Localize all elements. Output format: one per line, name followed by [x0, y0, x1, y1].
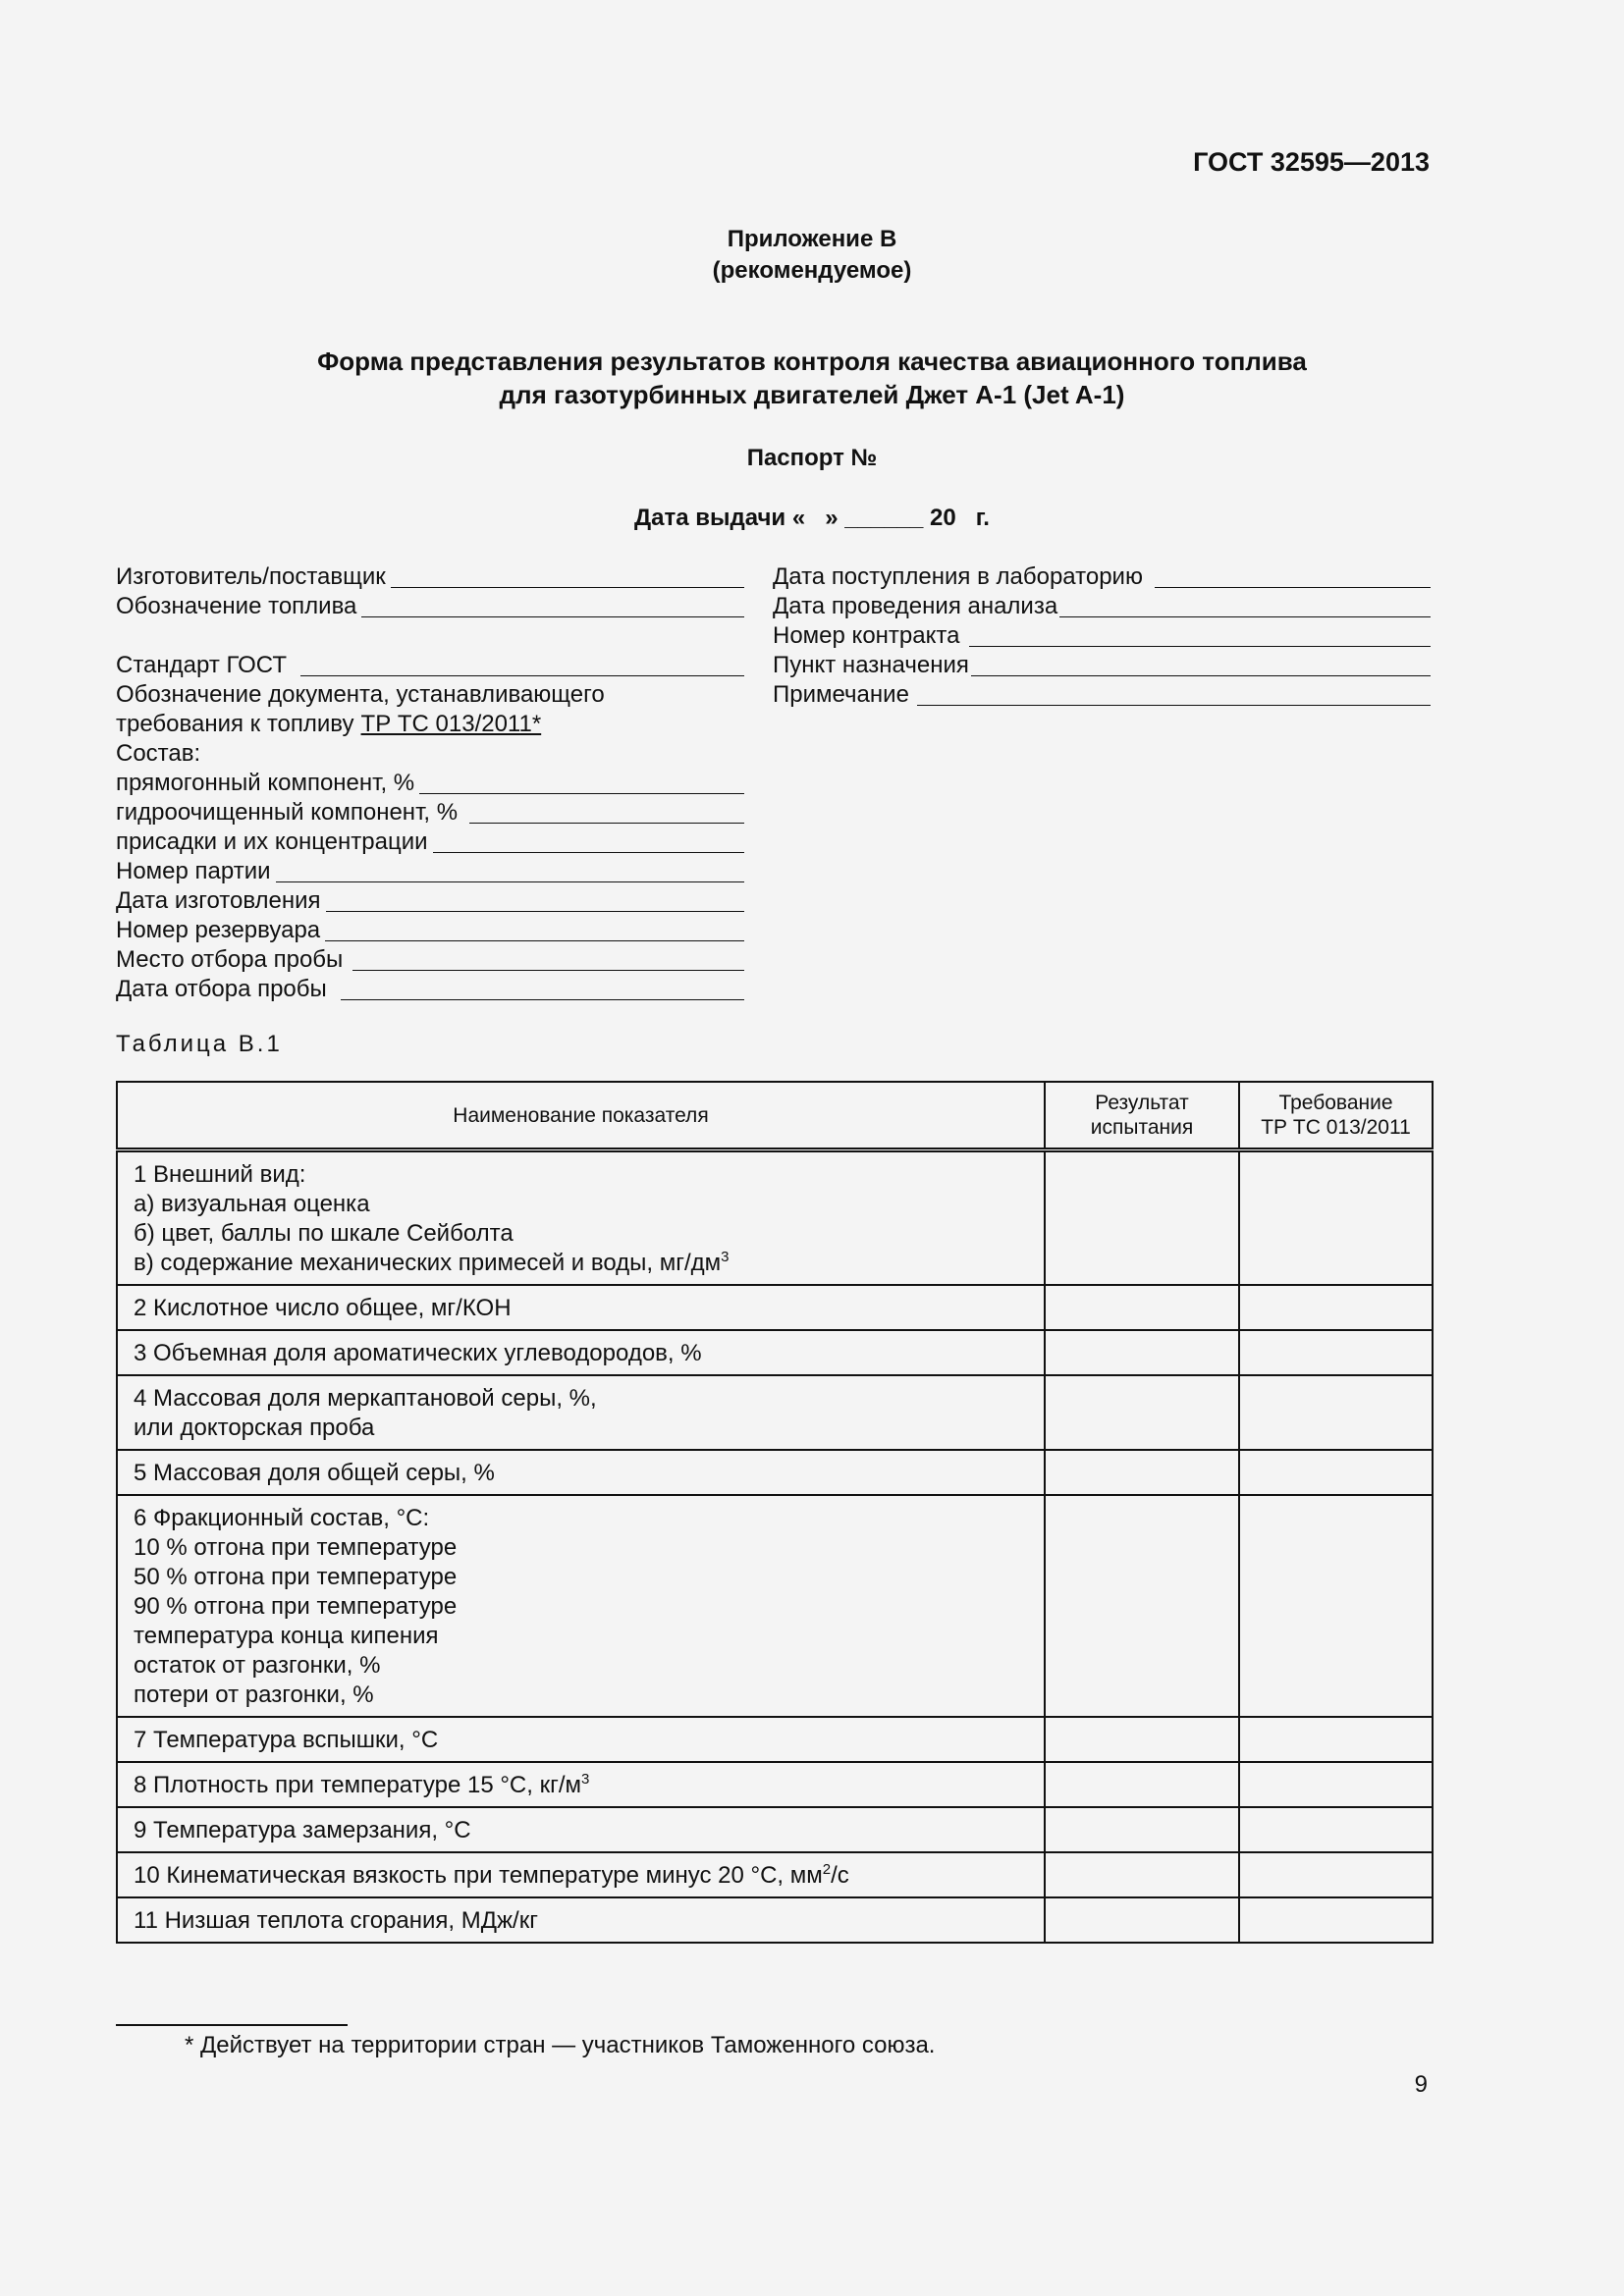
indicator-line-text: в) содержание механических примесей и воды, мг/дм	[134, 1250, 722, 1276]
sampling-date-label: Дата отбора пробы	[116, 976, 327, 1002]
indicator-line-text: 1 Внешний вид:	[134, 1161, 306, 1188]
indicator-line-text: 11 Низшая теплота сгорания, МДж/кг	[134, 1907, 538, 1934]
indicator-line-text: 9 Температура замерзания, °С	[134, 1817, 471, 1843]
issue-date-prefix: Дата выдачи «	[634, 505, 806, 531]
contract-number-field[interactable]	[773, 621, 1431, 651]
test-result-cell[interactable]	[1045, 1495, 1239, 1717]
indicator-line-text: 4 Массовая доля меркаптановой серы, %,	[134, 1385, 597, 1412]
indicator-line	[134, 1622, 1028, 1651]
requirement-cell[interactable]	[1239, 1807, 1433, 1852]
contract-number-label: Номер контракта	[773, 622, 960, 649]
requirement-cell[interactable]	[1239, 1375, 1433, 1450]
destination-field[interactable]	[773, 651, 1431, 680]
indicator-line	[134, 1249, 1028, 1278]
indicator-name-cell	[117, 1375, 1045, 1450]
lab-receipt-date-label: Дата поступления в лабораторию	[773, 563, 1143, 590]
header-test-result	[1045, 1082, 1239, 1150]
indicator-line-text: или докторская проба	[134, 1415, 375, 1441]
table-row	[117, 1285, 1433, 1330]
requirement-cell[interactable]	[1239, 1852, 1433, 1897]
passport-label: Паспорт №	[746, 445, 878, 471]
indicator-line-text: 6 Фракционный состав, °С:	[134, 1505, 430, 1531]
indicator-line	[134, 1726, 1028, 1755]
document-label-line2: требования к топливу	[116, 711, 354, 737]
indicator-line	[134, 1533, 1028, 1563]
additives-field[interactable]	[116, 828, 744, 857]
test-result-cell[interactable]	[1045, 1285, 1239, 1330]
note-label: Примечание	[773, 681, 909, 708]
indicator-line	[134, 1459, 1028, 1488]
form-title-line2: для газотурбинных двигателей Джет А-1 (Jet A-1)	[499, 380, 1125, 409]
indicator-line	[134, 1906, 1028, 1936]
indicator-line-text: а) визуальная оценка	[134, 1191, 370, 1217]
superscript: 2	[822, 1861, 832, 1878]
indicator-name-cell	[117, 1852, 1045, 1897]
left-field-column	[116, 562, 744, 1004]
indicator-line-text: 10 % отгона при температуре	[134, 1534, 458, 1561]
requirement-cell[interactable]	[1239, 1330, 1433, 1375]
straight-run-blank[interactable]	[419, 772, 744, 794]
table-row	[117, 1495, 1433, 1717]
indicator-line-text: остаток от разгонки, %	[134, 1652, 381, 1679]
hydrotreated-label: гидроочищенный компонент, %	[116, 799, 459, 826]
table-row	[117, 1150, 1433, 1286]
requirement-cell[interactable]	[1239, 1285, 1433, 1330]
indicator-line-text: температура конца кипения	[134, 1623, 439, 1649]
indicator-line-text: 5 Массовая доля общей серы, %	[134, 1460, 495, 1486]
requirement-cell[interactable]	[1239, 1450, 1433, 1495]
indicator-line-text: потери от разгонки, %	[134, 1682, 374, 1708]
destination-blank[interactable]	[971, 654, 1431, 676]
test-result-cell[interactable]	[1045, 1807, 1239, 1852]
indicator-line-text: 10 Кинематическая вязкость при температуре минус 20 °С, мм	[134, 1862, 823, 1889]
table-row	[117, 1717, 1433, 1762]
indicator-name-cell	[117, 1762, 1045, 1807]
issue-date-year: 20	[929, 505, 956, 531]
document-line2	[116, 710, 744, 739]
additives-label: присадки и их концентрации	[116, 828, 428, 855]
manufacturer-blank[interactable]	[391, 565, 744, 588]
sampling-date-field[interactable]	[116, 975, 744, 1004]
issue-date-quote-close: »	[825, 505, 839, 531]
straight-run-label: прямогонный компонент, %	[116, 770, 415, 796]
indicator-name-cell	[117, 1495, 1045, 1717]
issue-date-blank[interactable]: ______	[844, 505, 924, 531]
batch-number-blank[interactable]	[276, 860, 744, 882]
test-result-cell[interactable]	[1045, 1852, 1239, 1897]
header-requirement	[1239, 1082, 1433, 1150]
straight-run-field[interactable]	[116, 769, 744, 798]
hydrotreated-blank[interactable]	[469, 801, 744, 824]
indicator-name-cell	[117, 1717, 1045, 1762]
lab-receipt-date-field[interactable]	[773, 562, 1431, 592]
table-row	[117, 1330, 1433, 1375]
footnote: * Действует на территории стран — участников Таможенного союза.	[185, 2032, 936, 2058]
indicator-name-cell	[117, 1285, 1045, 1330]
issue-date-suffix: г.	[975, 505, 990, 531]
table-row	[117, 1852, 1433, 1897]
batch-number-field[interactable]	[116, 857, 744, 886]
indicator-line	[134, 1160, 1028, 1190]
header-indicator-name-text: Наименование показателя	[453, 1103, 709, 1127]
sampling-place-label: Место отбора пробы	[116, 946, 344, 973]
additives-blank[interactable]	[433, 830, 744, 853]
manufacture-date-field[interactable]	[116, 886, 744, 916]
indicator-line	[134, 1384, 1028, 1414]
lab-receipt-date-blank[interactable]	[1155, 565, 1431, 588]
requirement-cell[interactable]	[1239, 1717, 1433, 1762]
hydrotreated-field[interactable]	[116, 798, 744, 828]
header-test-result-line2: испытания	[1090, 1116, 1194, 1139]
fuel-designation-label: Обозначение топлива	[116, 593, 357, 619]
fuel-designation-blank[interactable]	[361, 595, 744, 617]
sampling-place-blank[interactable]	[352, 948, 744, 971]
superscript: 3	[581, 1771, 590, 1788]
indicator-line-text: 7 Температура вспышки, °С	[134, 1727, 439, 1753]
right-field-column	[773, 562, 1431, 710]
issue-date	[0, 505, 1624, 532]
sampling-date-blank[interactable]	[341, 978, 744, 1000]
composition-label: Состав:	[116, 740, 201, 767]
unit-suffix: /с	[831, 1862, 849, 1889]
test-result-cell[interactable]	[1045, 1150, 1239, 1286]
form-title-line1: Форма представления результатов контроля качества авиационного топлива	[317, 347, 1307, 376]
requirement-cell[interactable]	[1239, 1897, 1433, 1943]
table-row	[117, 1375, 1433, 1450]
indicator-line	[134, 1681, 1028, 1710]
requirement-cell[interactable]	[1239, 1762, 1433, 1807]
tank-number-label: Номер резервуара	[116, 917, 321, 943]
header-requirement-line2: ТР ТС 013/2011	[1261, 1116, 1411, 1139]
indicator-line-text: 8 Плотность при температуре 15 °С, кг/м	[134, 1772, 582, 1798]
annex-status: (рекомендуемое)	[712, 257, 912, 284]
indicator-line-text: 90 % отгона при температуре	[134, 1593, 458, 1620]
page-number: 9	[1414, 2071, 1428, 2098]
test-result-cell[interactable]	[1045, 1717, 1239, 1762]
indicator-name-cell	[117, 1807, 1045, 1852]
destination-label: Пункт назначения	[773, 652, 969, 678]
analysis-date-blank[interactable]	[1059, 595, 1431, 617]
indicator-line	[134, 1294, 1028, 1323]
sampling-place-field[interactable]	[116, 945, 744, 975]
superscript: 3	[721, 1249, 730, 1265]
test-result-cell[interactable]	[1045, 1897, 1239, 1943]
indicator-name-cell	[117, 1450, 1045, 1495]
document-standard-number: ГОСТ 32595—2013	[1193, 147, 1430, 177]
tank-number-field[interactable]	[116, 916, 744, 945]
document-line1	[116, 680, 744, 710]
indicator-line	[134, 1816, 1028, 1845]
indicator-line-text: 50 % отгона при температуре	[134, 1564, 458, 1590]
indicator-line-text: 2 Кислотное число общее, мг/КОН	[134, 1295, 512, 1321]
composition-heading	[116, 739, 744, 769]
standard-field[interactable]	[116, 651, 744, 680]
table-row	[117, 1807, 1433, 1852]
indicator-line	[134, 1414, 1028, 1443]
analysis-date-label: Дата проведения анализа	[773, 593, 1058, 619]
indicator-line	[134, 1651, 1028, 1681]
test-result-cell[interactable]	[1045, 1375, 1239, 1450]
fuel-designation-field[interactable]	[116, 592, 744, 621]
tank-number-blank[interactable]	[325, 919, 744, 941]
table-row	[117, 1450, 1433, 1495]
header-test-result-line1: Результат	[1095, 1092, 1189, 1114]
header-indicator-name	[117, 1082, 1045, 1150]
indicator-line	[134, 1504, 1028, 1533]
header-requirement-line1: Требование	[1278, 1092, 1393, 1114]
requirement-cell[interactable]	[1239, 1495, 1433, 1717]
test-result-cell[interactable]	[1045, 1762, 1239, 1807]
indicator-line	[134, 1861, 1028, 1891]
indicator-name-cell	[117, 1897, 1045, 1943]
indicator-name-cell	[117, 1150, 1045, 1286]
document-label-line1: Обозначение документа, устанавливающего	[116, 681, 605, 708]
indicator-line	[134, 1190, 1028, 1219]
indicator-line-text: б) цвет, баллы по шкале Сейболта	[134, 1220, 514, 1247]
indicator-line	[134, 1592, 1028, 1622]
contract-number-blank[interactable]	[969, 624, 1431, 647]
table-caption: Таблица В.1	[116, 1031, 283, 1057]
standard-blank[interactable]	[300, 654, 744, 676]
indicator-line	[134, 1563, 1028, 1592]
note-field[interactable]	[773, 680, 1431, 710]
standard-label: Стандарт ГОСТ	[116, 652, 287, 678]
indicator-line	[134, 1771, 1028, 1800]
indicator-line	[134, 1339, 1028, 1368]
manufacturer-field[interactable]	[116, 562, 744, 592]
analysis-date-field[interactable]	[773, 592, 1431, 621]
manufacture-date-blank[interactable]	[326, 889, 744, 912]
table-row	[117, 1897, 1433, 1943]
test-result-cell[interactable]	[1045, 1450, 1239, 1495]
requirement-cell[interactable]	[1239, 1150, 1433, 1286]
indicator-line	[134, 1219, 1028, 1249]
table-row	[117, 1762, 1433, 1807]
table-header-row	[117, 1082, 1433, 1150]
document-value: ТР ТС 013/2011*	[360, 711, 542, 737]
manufacture-date-label: Дата изготовления	[116, 887, 321, 914]
annex-title: Приложение В	[727, 226, 897, 252]
note-blank[interactable]	[917, 683, 1431, 706]
quality-results-table	[116, 1081, 1434, 1944]
footnote-rule	[116, 2024, 348, 2026]
manufacturer-label: Изготовитель/поставщик	[116, 563, 386, 590]
test-result-cell[interactable]	[1045, 1330, 1239, 1375]
indicator-name-cell	[117, 1330, 1045, 1375]
indicator-line-text: 3 Объемная доля ароматических углеводородов, %	[134, 1340, 702, 1366]
batch-number-label: Номер партии	[116, 858, 271, 884]
